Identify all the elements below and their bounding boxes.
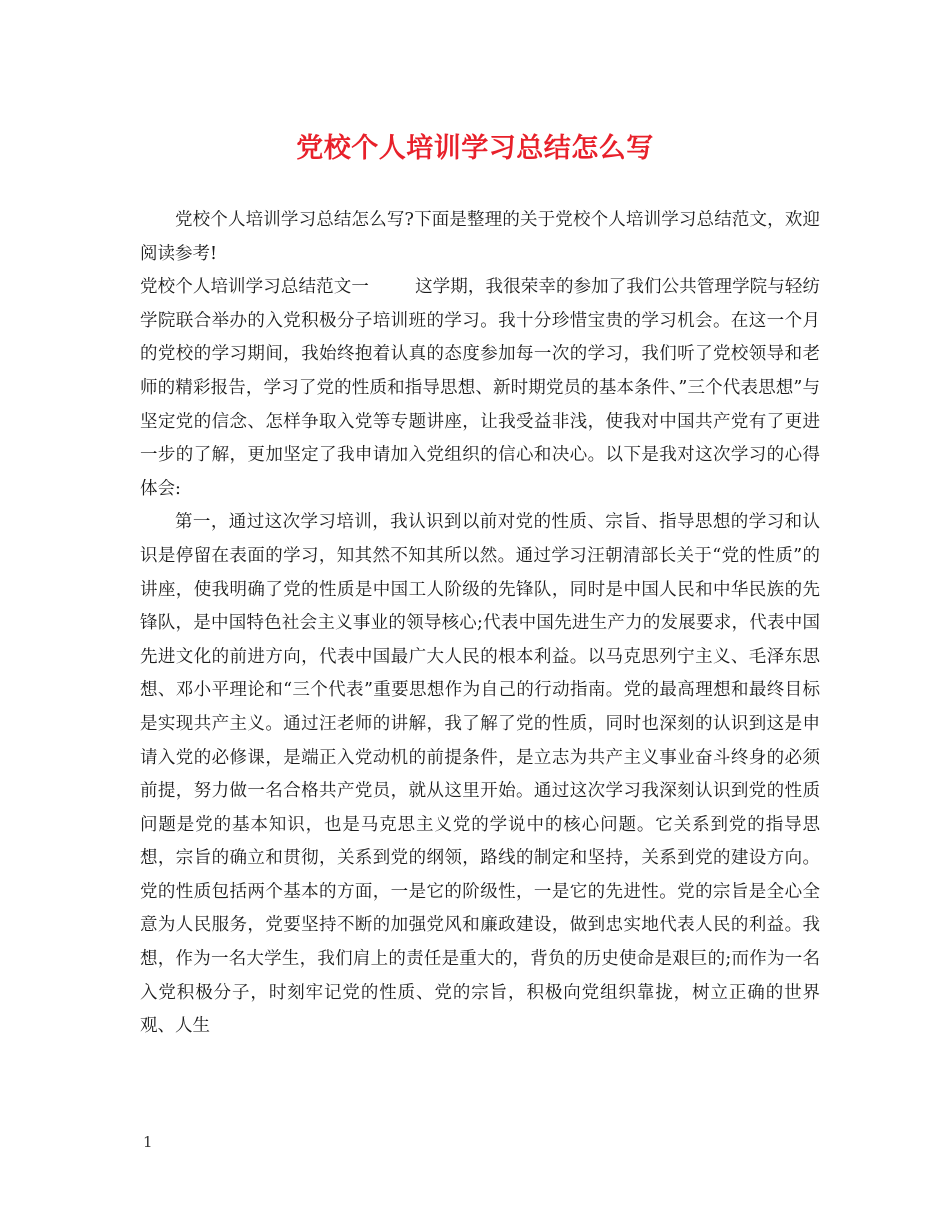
paragraph-one: 这学期，我很荣幸的参加了我们公共管理学院与轻纺学院联合举办的入党积极分子培训班的学习。我十分珍惜宝贵的学习机会。在这一个月的党校的学习期间，我始终抱着认真的态度参加每一次的学习，我们听了党校领导和老师的精彩报告，学习了党的性质和指导思想、新时期党员的基本条件、”三个代表思想”与坚定党的信念、怎样争取入党等专题讲座，让我受益非浅，使我对中国共产党有了更进一步的了解，更加坚定了我申请加入党组织的信心和决心。以下是我对这次学习的心得体会: bbox=[140, 277, 821, 499]
paragraph-two: 第一，通过这次学习培训，我认识到以前对党的性质、宗旨、指导思想的学习和认识是停留在表面的学习，知其然不知其所以然。通过学习汪朝清部长关于“党的性质”的讲座，使我明确了党的性质是中国工人阶级的先锋队，同时是中国人民和中华民族的先锋队，是中国特色社会主义事业的领导核心;代表中国先进生产力的发展要求，代表中国先进文化的前进方向，代表中国最广大人民的根本利益。以马克思列宁主义、毛泽东思想、邓小平理论和“三个代表”重要思想作为自己的行动指南。党的最高理想和最终目标是实现共产主义。通过汪老师的讲解，我了解了党的性质，同时也深刻的认识到这是申请入党的必修课，是端正入党动机的前提条件，是立志为共产主义事业奋斗终身的必须前提，努力做一名合格共产党员，就从这里开始。通过这次学习我深刻认识到党的性质问题是党的基本知识，也是马克思主义党的学说中的核心问题。它关系到党的指导思想，宗旨的确立和贯彻，关系到党的纲领，路线的制定和坚持，关系到党的建设方向。党的性质包括两个基本的方面，一是它的阶级性，一是它的先进性。党的宗旨是全心全意为人民服务，党要坚持不断的加强党风和廉政建设，做到忠实地代表人民的利益。我想，作为一名大学生，我们肩上的责任是重大的，背负的历史使命是艰巨的;而作为一名入党积极分子，时刻牢记党的性质、党的宗旨，积极向党组织靠拢，树立正确的世界观、人生 bbox=[140, 512, 820, 1037]
section-heading: 党校个人培训学习总结范文一 bbox=[140, 277, 369, 298]
page-number: 1 bbox=[143, 1133, 153, 1151]
document-body bbox=[140, 204, 820, 1044]
document-title: 党校个人培训学习总结怎么写 bbox=[296, 133, 654, 164]
intro-paragraph: 党校个人培训学习总结怎么写?下面是整理的关于党校个人培训学习总结范文，欢迎阅读参考! bbox=[140, 210, 820, 264]
section-paragraph bbox=[140, 271, 820, 506]
